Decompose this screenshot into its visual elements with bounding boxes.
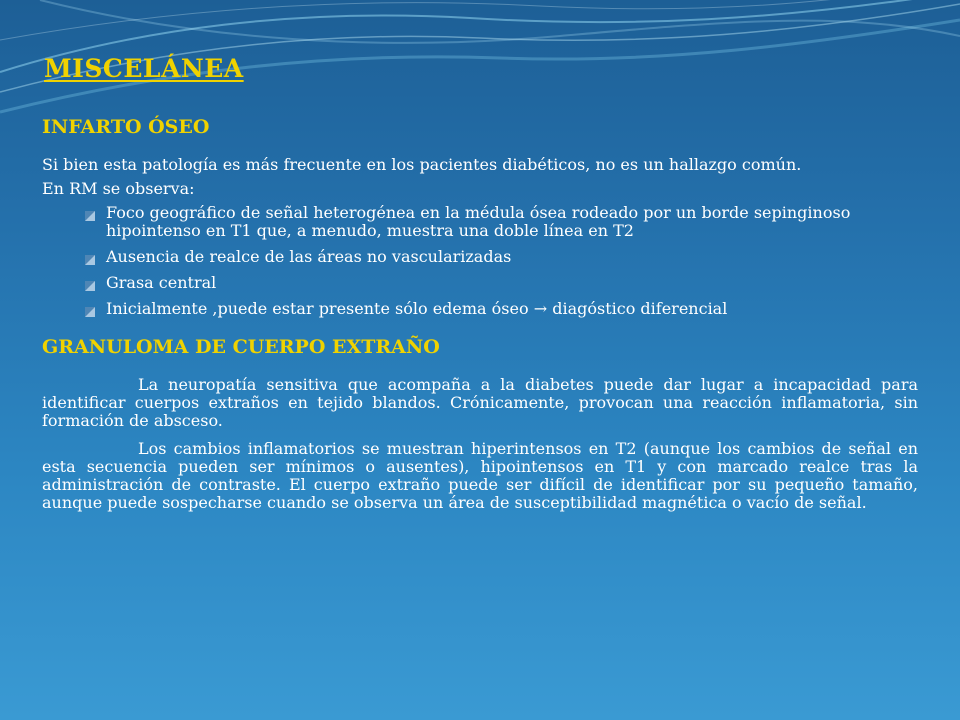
bullet-icon (84, 306, 96, 318)
list-item-text: Foco geográfico de señal heterogénea en la médula ósea rodeado por un borde sepinginoso hipointenso en T1 que, a menudo, muestra una doble línea en T2 (106, 203, 851, 240)
section-heading-granuloma: GRANULOMA DE CUERPO EXTRAÑO (42, 336, 440, 358)
list-item (106, 274, 918, 292)
bullet-icon (84, 280, 96, 292)
rm-label: En RM se observa: (42, 179, 195, 198)
arrow-right-icon: → (533, 299, 548, 318)
section-heading-infarto: INFARTO ÓSEO (42, 116, 210, 138)
list-item (106, 204, 918, 240)
slide-content (42, 116, 918, 522)
list-item-text: Grasa central (106, 273, 217, 292)
bullet-icon (84, 210, 96, 222)
slide-title: MISCELÁNEA (44, 54, 244, 83)
list-item-text-end: diagóstico diferencial (552, 299, 728, 318)
intro-paragraph: Si bien esta patología es más frecuente en los pacientes diabéticos, no es un hallazgo común. (42, 155, 802, 174)
findings-list (42, 204, 918, 318)
list-item-text: Ausencia de realce de las áreas no vascularizadas (106, 247, 512, 266)
bullet-icon (84, 254, 96, 266)
list-item-text-start: Inicialmente ,puede estar presente sólo edema óseo (106, 299, 529, 318)
list-item (106, 300, 918, 318)
granuloma-paragraph-1: La neuropatía sensitiva que acompaña a la diabetes puede dar lugar a incapacidad para identificar cuerpos extraños en tejido blandos. Crónicamente, provocan una reacción inflamatoria, sin formación de absceso. (42, 375, 918, 430)
granuloma-paragraph-2: Los cambios inflamatorios se muestran hiperintensos en T2 (aunque los cambios de señal en esta secuencia pueden ser mínimos o ausentes), hipointensos en T1 y con marcado realce tras la administración de contraste. El cuerpo extraño puede ser difícil de identificar por su pequeño tamaño, aunque puede sospecharse cuando se observa un área de susceptibilidad magnética o vacío de señal. (42, 439, 918, 512)
list-item (106, 248, 918, 266)
